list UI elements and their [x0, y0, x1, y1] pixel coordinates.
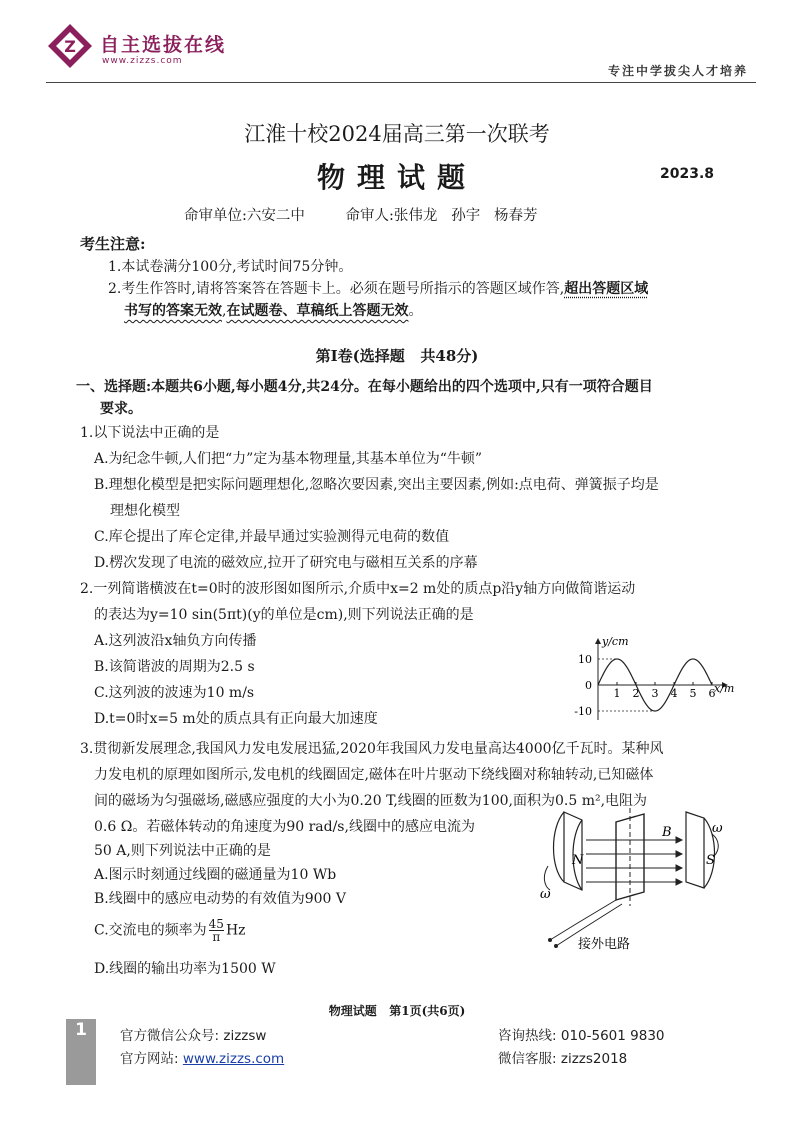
notice-item-2-cont: 书写的答案无效,在试题卷、草稿纸上答题无效。 [124, 303, 423, 319]
q3-stem-4: 0.6 Ω。若磁体转动的角速度为90 rad/s,线圈中的感应电流为 [94, 819, 475, 835]
q1-stem: 1.以下说法中正确的是 [80, 425, 220, 441]
q3-option-d: D.线圈的输出功率为1500 W [94, 961, 276, 977]
q2-option-a: A.这列波沿x轴负方向传播 [94, 633, 257, 649]
wave-x-tick-label: 6 [708, 687, 716, 700]
footer-service: 微信客服: zizzs2018 [498, 1051, 628, 1067]
exam-date: 2023.8 [660, 166, 715, 182]
header-divider [46, 82, 756, 83]
q2-option-d: D.t=0时x=5 m处的质点具有正向最大加速度 [94, 711, 378, 727]
notice-item-1: 1.本试卷满分100分,考试时间75分钟。 [108, 259, 353, 275]
q3-frequency-fraction: $\frac{45}{\pi}$ [208, 917, 224, 944]
footer-website: 官方网站: www.zizzs.com [120, 1051, 285, 1067]
part-instructions: 一、选择题:本题共6小题,每小题4分,共24分。在每小题给出的四个选项中,只有一项符合题目 [76, 379, 653, 395]
q1-option-a: A.为纪念牛顿,人们把“力”定为基本物理量,其基本单位为“牛顿” [94, 451, 483, 467]
subject-title: 物理试题 [316, 161, 477, 194]
wave-y-label: y/cm [602, 635, 629, 648]
wave-x-tick-label: 1 [613, 687, 621, 700]
logo-url[interactable]: www.zizzs.com [102, 56, 183, 66]
wave-y-tick-min: -10 [574, 705, 592, 718]
q2-option-c: C.这列波的波速为10 m/s [94, 685, 255, 701]
footer-hotline: 咨询热线: 010-5601 9830 [498, 1028, 665, 1044]
author-unit: 命审单位:六安二中 [184, 208, 305, 224]
magnet-north-label: N [572, 853, 584, 868]
q2-stem-cont: 的表达为y=10 sin(5πt)(y的单位是cm),则下列说法正确的是 [94, 607, 474, 623]
q2-option-b: B.该简谐波的周期为2.5 s [94, 659, 255, 675]
author-line [184, 204, 574, 225]
wave-x-tick-label: 4 [670, 687, 678, 700]
q3-stem-2: 力发电机的原理如图所示,发电机的线圈固定,磁体在叶片驱动下绕线圈对称轴转动,已知磁体 [94, 767, 654, 783]
svg-text:Z: Z [64, 37, 76, 56]
wave-x-tick-label: 3 [651, 687, 659, 700]
q3-stem-3: 间的磁场为匀强磁场,磁感应强度的大小为0.20 T,线圈的匝数为100,面积为0.5 m²,电阻为 [94, 793, 648, 809]
q3-option-a: A.图示时刻通过线圈的磁通量为10 Wb [94, 867, 337, 883]
magnet-south-label: S [706, 853, 715, 868]
logo-icon [46, 22, 94, 70]
page-footer-title: 物理试题 第1页(共6页) [328, 1004, 466, 1018]
field-label: B [662, 825, 672, 840]
circuit-caption: 接外电路 [578, 937, 631, 952]
wave-y-tick-zero: 0 [585, 679, 592, 692]
header-slogan: 专注中学拔尖人才培养 [607, 64, 748, 78]
wave-x-tick-label: 2 [632, 687, 640, 700]
q3-option-b: B.线圈中的感应电动势的有效值为900 V [94, 891, 347, 907]
q3-stem-5: 50 A,则下列说法中正确的是 [94, 843, 271, 859]
q2-stem: 2.一列简谐横波在t=0时的波形图如图所示,介质中x=2 m处的质点p沿y轴方向做简谐运动 [80, 581, 636, 597]
footer-wechat: 官方微信公众号: zizzsw [120, 1028, 267, 1044]
q1-option-c: C.库仑提出了库仑定律,并最早通过实验测得元电荷的数值 [94, 529, 450, 545]
generator-diagram [536, 806, 726, 954]
omega-label-left: ω [540, 887, 551, 902]
footer-website-link[interactable]: www.zizzs.com [182, 1051, 285, 1067]
page-number: 1 [75, 1020, 87, 1040]
logo-text: 自主选拔在线 [100, 34, 227, 56]
q3-stem-1: 3.贯彻新发展理念,我国风力发电发展迅猛,2020年我国风力发电量高达4000亿千瓦时。某种风 [80, 741, 664, 757]
q3-option-c: C.交流电的频率为 $\frac{45}{\pi}$ Hz [94, 917, 246, 944]
author-names: 命审人:张伟龙 孙宇 杨春芳 [345, 208, 538, 224]
q1-option-d: D.楞次发现了电流的磁效应,拉开了研究电与磁相互关系的序幕 [94, 555, 478, 571]
part-instructions-cont: 要求。 [100, 401, 142, 417]
wave-chart [560, 634, 735, 724]
wave-y-tick-max: 10 [578, 653, 592, 666]
wave-x-label: x/m [714, 682, 735, 695]
wave-y-arrow [595, 638, 601, 644]
wave-x-tick-label: 5 [689, 687, 697, 700]
q1-option-b: B.理想化模型是把实际问题理想化,忽略次要因素,突出主要因素,例如:点电荷、弹簧振子均是 [94, 477, 659, 493]
q1-option-b-cont: 理想化模型 [110, 503, 180, 519]
section-title: 第Ⅰ卷(选择题 共48分) [315, 347, 479, 365]
notice-item-2: 2.考生作答时,请将答案答在答题卡上。必须在题号所指示的答题区域作答,超出答题区域 [108, 281, 649, 297]
notice-heading: 考生注意: [80, 235, 146, 253]
exam-title: 江淮十校2024届高三第一次联考 [244, 122, 550, 146]
omega-label-right: ω [712, 821, 723, 836]
